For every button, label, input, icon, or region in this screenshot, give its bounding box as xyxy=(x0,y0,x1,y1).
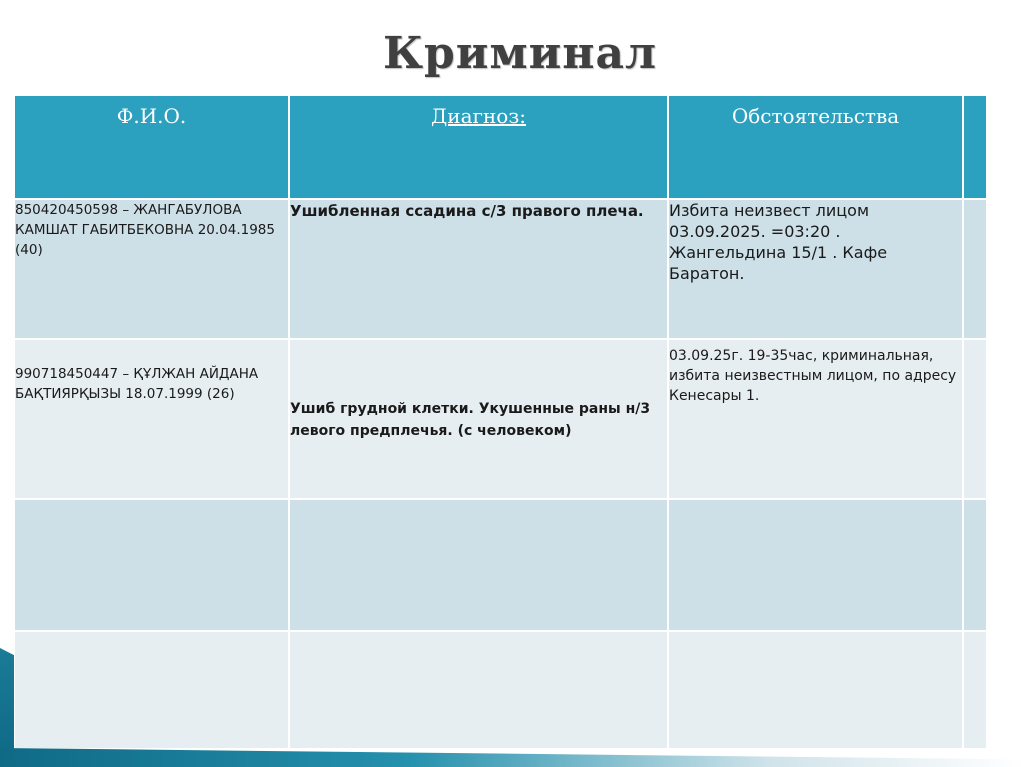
cell-name: 850420450598 – ЖАНГАБУЛОВА КАМШАТ ГАБИТБЕКОВНА 20.04.1985 (40) xyxy=(15,200,288,338)
cell-diagnosis xyxy=(290,632,667,748)
header-circumstances-label: Обстоятельства xyxy=(731,104,900,128)
cell-circumstances xyxy=(669,632,962,748)
cell-extra xyxy=(964,500,986,630)
cell-name: 990718450447 – ҚҰЛЖАН АЙДАНА БАҚТИЯРҚЫЗЫ 18.07.1999 (26) xyxy=(15,340,288,498)
cell-name xyxy=(15,500,288,630)
header-diagnosis xyxy=(290,96,667,198)
cell-diagnosis xyxy=(290,500,667,630)
cell-diagnosis: Ушибленная ссадина с/3 правого плеча. xyxy=(290,200,667,338)
cell-circumstances: 03.09.25г. 19-35час, криминальная, избита неизвестным лицом, по адресу Кенесары 1. xyxy=(669,340,962,498)
header-extra xyxy=(964,96,986,198)
cell-extra xyxy=(964,200,986,338)
slide-title: Криминал xyxy=(382,28,658,79)
cell-extra xyxy=(964,340,986,498)
decorative-bottom-wave xyxy=(0,748,1024,767)
header-circumstances xyxy=(669,96,962,198)
table-header-row xyxy=(15,96,986,198)
table-row xyxy=(15,632,986,748)
header-fio xyxy=(15,96,288,198)
cell-extra xyxy=(964,632,986,748)
table-row xyxy=(15,200,986,338)
header-fio-label: Ф.И.О. xyxy=(116,104,187,128)
cell-diagnosis: Ушиб грудной клетки. Укушенные раны н/3 левого предплечья. (с человеком) xyxy=(290,340,667,498)
table-row xyxy=(15,500,986,630)
cell-circumstances xyxy=(669,500,962,630)
cell-circumstances: Избита неизвест лицом 03.09.2025. =03:20 . Жангельдина 15/1 . Кафе Баратон. xyxy=(669,200,962,338)
header-diagnosis-label: Диагноз: xyxy=(430,104,526,128)
crime-table xyxy=(13,94,988,750)
table-row xyxy=(15,340,986,498)
cell-name xyxy=(15,632,288,748)
